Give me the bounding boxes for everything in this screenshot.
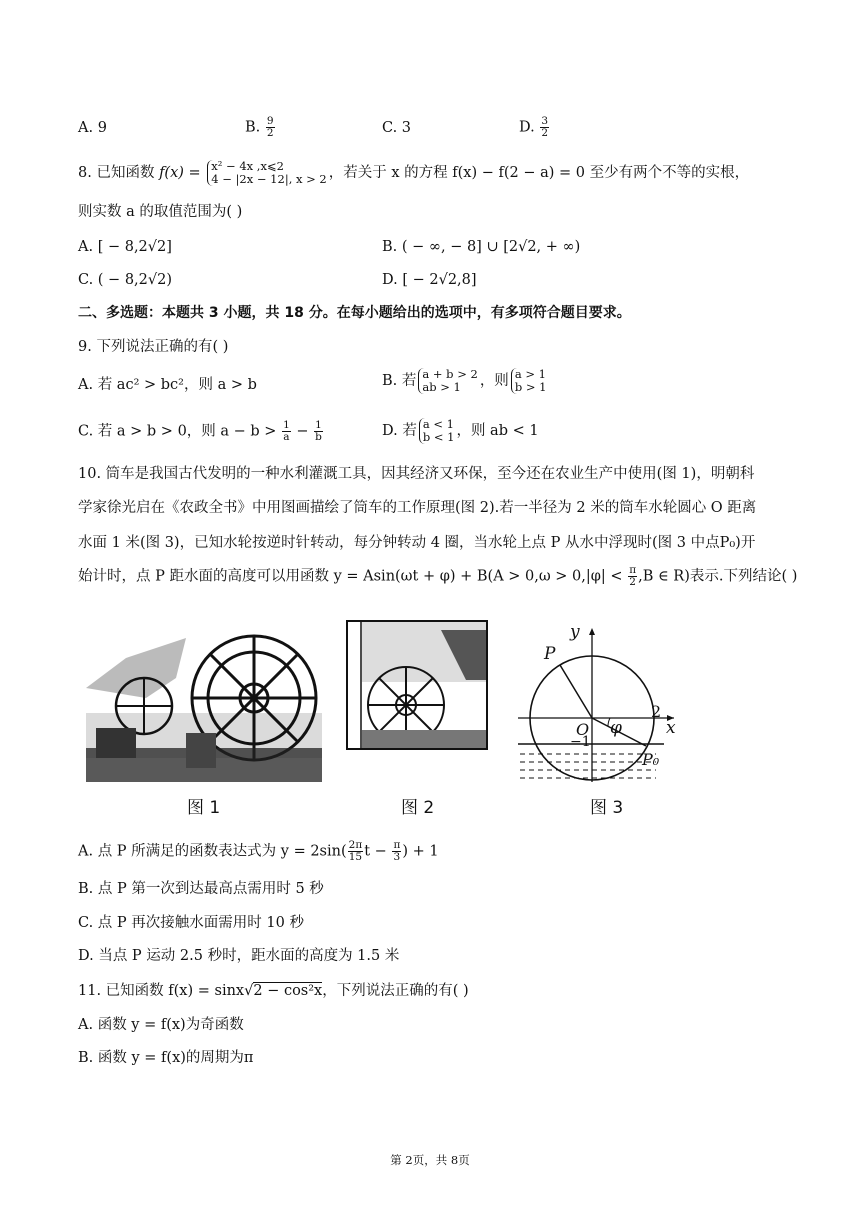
fig3-2-label: 2: [651, 702, 662, 721]
q8-option-b: B. ( − ∞, − 8] ∪ [2√2, + ∞): [382, 239, 581, 255]
q11-stem: 11. 已知函数 f(x) = sinx√2 − cos²x，下列说法正确的有( ): [78, 983, 469, 999]
fig3-y-label: y: [570, 622, 580, 642]
q7-option-c: C. 3: [382, 120, 412, 136]
q9-option-c: C. 若 a > b > 0，则 a − b > $\frac{1}{a}$ − $\frac{1}{b}$: [78, 419, 322, 443]
q9-option-d: D. 若 a < 1 b < 1 ，则 ab < 1: [382, 417, 539, 444]
q10-option-d: D. 当点 P 运动 2.5 秒时，距水面的高度为 1.5 米: [78, 948, 400, 964]
q10-stem-line2: 学家徐光启在《农政全书》中用图画描绘了筒车的工作原理(图 2).若一半径为 2 米的筒车水轮圆心 O 距离: [78, 500, 757, 516]
fig3-phi-label: φ: [610, 718, 622, 738]
q7-option-d: D. $\frac{3}{2}$: [519, 115, 549, 139]
q8-option-d: D. [ − 2√2,8]: [382, 272, 477, 288]
q11-option-a: A. 函数 y = f(x)为奇函数: [78, 1017, 244, 1033]
q11-option-b: B. 函数 y = f(x)的周期为π: [78, 1050, 254, 1066]
fig3-p-label: P: [544, 644, 556, 664]
figure-3-caption: 图 3: [590, 798, 624, 818]
q10-option-a: A. 点 P 所满足的函数表达式为 y = 2sin( $\frac{2\pi}{15}$ t − $\frac{\pi}{3}$ ) + 1: [78, 839, 439, 863]
q9-option-a: A. 若 ac² > bc²，则 a > b: [78, 377, 257, 393]
q10-stem-line4: 始计时，点 P 距水面的高度可以用函数 y = Asin(ωt + φ) + B(A > 0,ω > 0,|φ| < $\frac{\pi}{2}$ ,B ∈ R)表示.下列结论( ): [78, 564, 798, 588]
q8-option-a: A. [ − 8,2√2]: [78, 239, 172, 255]
figure-1-caption: 图 1: [187, 798, 221, 818]
figure-3-diagram: [514, 622, 684, 790]
q10-stem-line1: 10. 筒车是我国古代发明的一种水利灌溉工具，因其经济又环保，至今还在农业生产中使用(图 1)，明朝科: [78, 466, 755, 482]
figure-2-caption: 图 2: [401, 798, 435, 818]
q10-stem-line3: 水面 1 米(图 3)，已知水轮按逆时针转动，每分钟转动 4 圈，当水轮上点 P 从水中浮现时(图 3 中点P₀)开: [78, 535, 756, 551]
q9-option-b: B. 若 a + b > 2 ab > 1 ，则 a > 1 b > 1: [382, 367, 547, 394]
q9-stem: 9. 下列说法正确的有( ): [78, 339, 229, 355]
page-footer: 第 2页，共 8页: [390, 1153, 470, 1167]
figure-1-waterwheel-photo: [86, 618, 322, 782]
q10-option-b: B. 点 P 第一次到达最高点需用时 5 秒: [78, 881, 324, 897]
section-heading: 二、多选题：本题共 3 小题，共 18 分。在每小题给出的选项中，有多项符合题目要求。: [78, 305, 631, 321]
fig3-neg1-label: −1: [570, 734, 591, 750]
figure-2-woodcut: [346, 620, 488, 750]
fig3-p0-label: P₀: [642, 750, 660, 769]
q8-option-c: C. ( − 8,2√2): [78, 272, 173, 288]
q8-stem-line2: 则实数 a 的取值范围为( ): [78, 204, 243, 220]
q7-option-a: A. 9: [78, 120, 107, 136]
q8-stem: 8. 已知函数 f(x) = x² − 4x ,x⩽2 4 − |2x − 12|, x > 2 ，若关于 x 的方程 f(x) − f(2 − a) = 0 至少有两个不等的实根，: [78, 159, 750, 186]
q7-option-b: B. $\frac{9}{2}$: [245, 115, 274, 139]
fig3-x-label: x: [666, 718, 676, 738]
fig3-o-label: O: [576, 720, 590, 739]
q10-option-c: C. 点 P 再次接触水面需用时 10 秒: [78, 915, 304, 931]
